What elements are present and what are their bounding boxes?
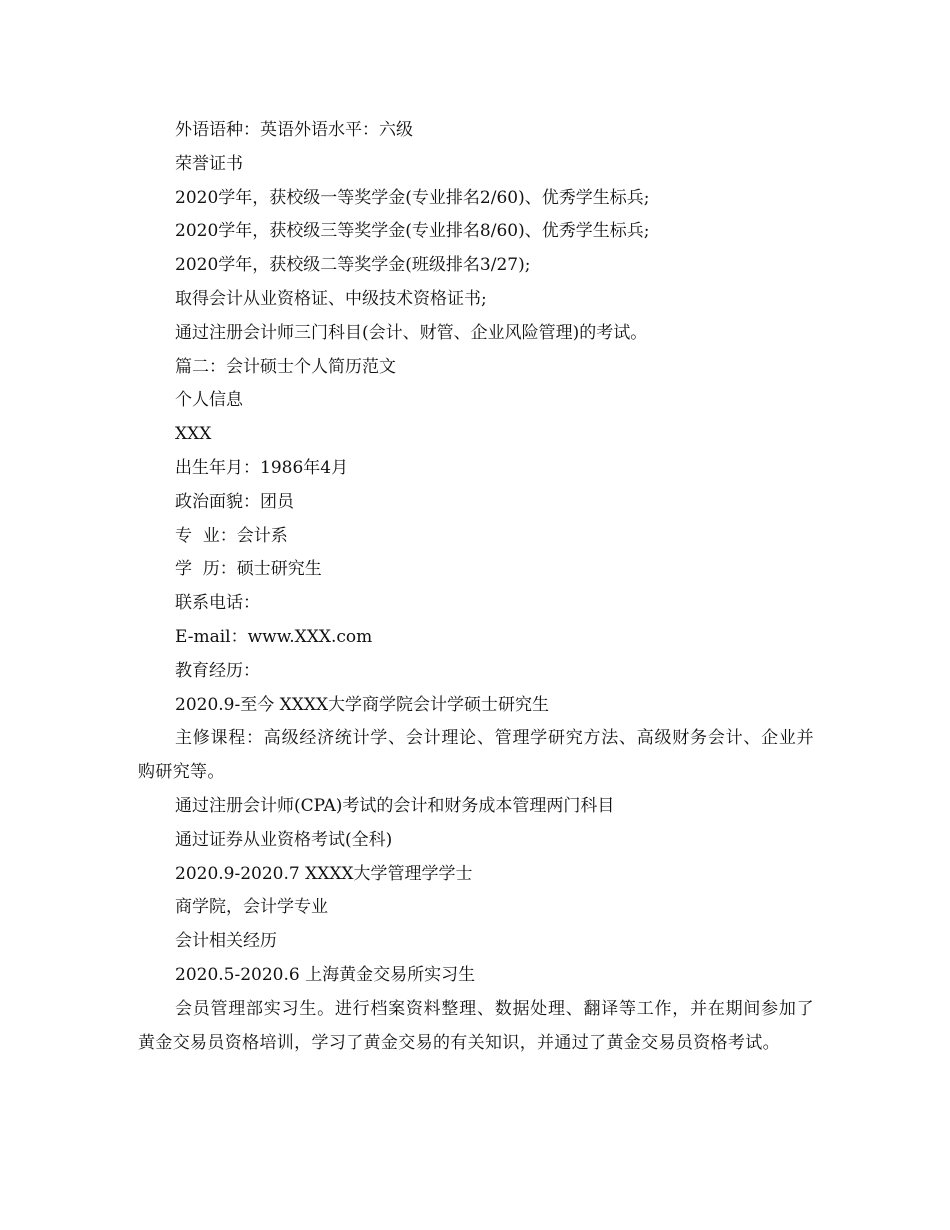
cpa-line: 通过注册会计师(CPA)考试的会计和财务成本管理两门科目 [175, 795, 615, 816]
degree-line: 学 历：硕士研究生 [175, 559, 322, 580]
honor-item-3: 2020学年，获校级二等奖学金(班级排名3/27); [175, 255, 531, 276]
political-line: 政治面貌：团员 [175, 491, 294, 512]
education-heading: 教育经历： [175, 660, 260, 681]
education-item-1: 2020.9-至今 XXXX大学商学院会计学硕士研究生 [175, 694, 550, 715]
honor-item-4: 取得会计从业资格证、中级技术资格证书; [175, 288, 487, 309]
honor-item-2: 2020学年，获校级三等奖学金(专业排名8/60)、优秀学生标兵; [175, 221, 650, 242]
language-line: 外语语种：英语外语水平：六级 [175, 120, 413, 140]
experience-item-1: 2020.5-2020.6 上海黄金交易所实习生 [175, 964, 476, 985]
document-body [138, 114, 814, 1060]
name-line: XXX [175, 424, 212, 445]
honor-item-5: 通过注册会计师三门科目(会计、财管、企业风险管理)的考试。 [175, 322, 648, 343]
honor-item-1: 2020学年，获校级一等奖学金(专业排名2/60)、优秀学生标兵; [175, 187, 650, 208]
courses-paragraph: 主修课程：高级经济统计学、会计理论、管理学研究方法、高级财务会计、企业并购研究等。 [138, 728, 814, 783]
email-line: E-mail：www.XXX.com [175, 626, 373, 647]
education-item-2: 2020.9-2020.7 XXXX大学管理学学士 [175, 863, 473, 884]
personal-info-heading: 个人信息 [175, 390, 243, 411]
internship-paragraph: 会员管理部实习生。进行档案资料整理、数据处理、翻译等工作，并在期间参加了黄金交易员资格培训，学习了黄金交易的有关知识，并通过了黄金交易员资格考试。 [138, 998, 814, 1053]
phone-line: 联系电话： [175, 593, 260, 614]
school-line: 商学院，会计学专业 [175, 897, 328, 918]
securities-line: 通过证券从业资格考试(全科) [175, 829, 393, 850]
experience-heading: 会计相关经历 [175, 931, 277, 952]
honors-heading: 荣誉证书 [175, 153, 243, 174]
section-title: 篇二：会计硕士个人简历范文 [175, 356, 396, 377]
birth-line: 出生年月：1986年4月 [175, 457, 349, 478]
major-line: 专 业：会计系 [175, 525, 288, 546]
